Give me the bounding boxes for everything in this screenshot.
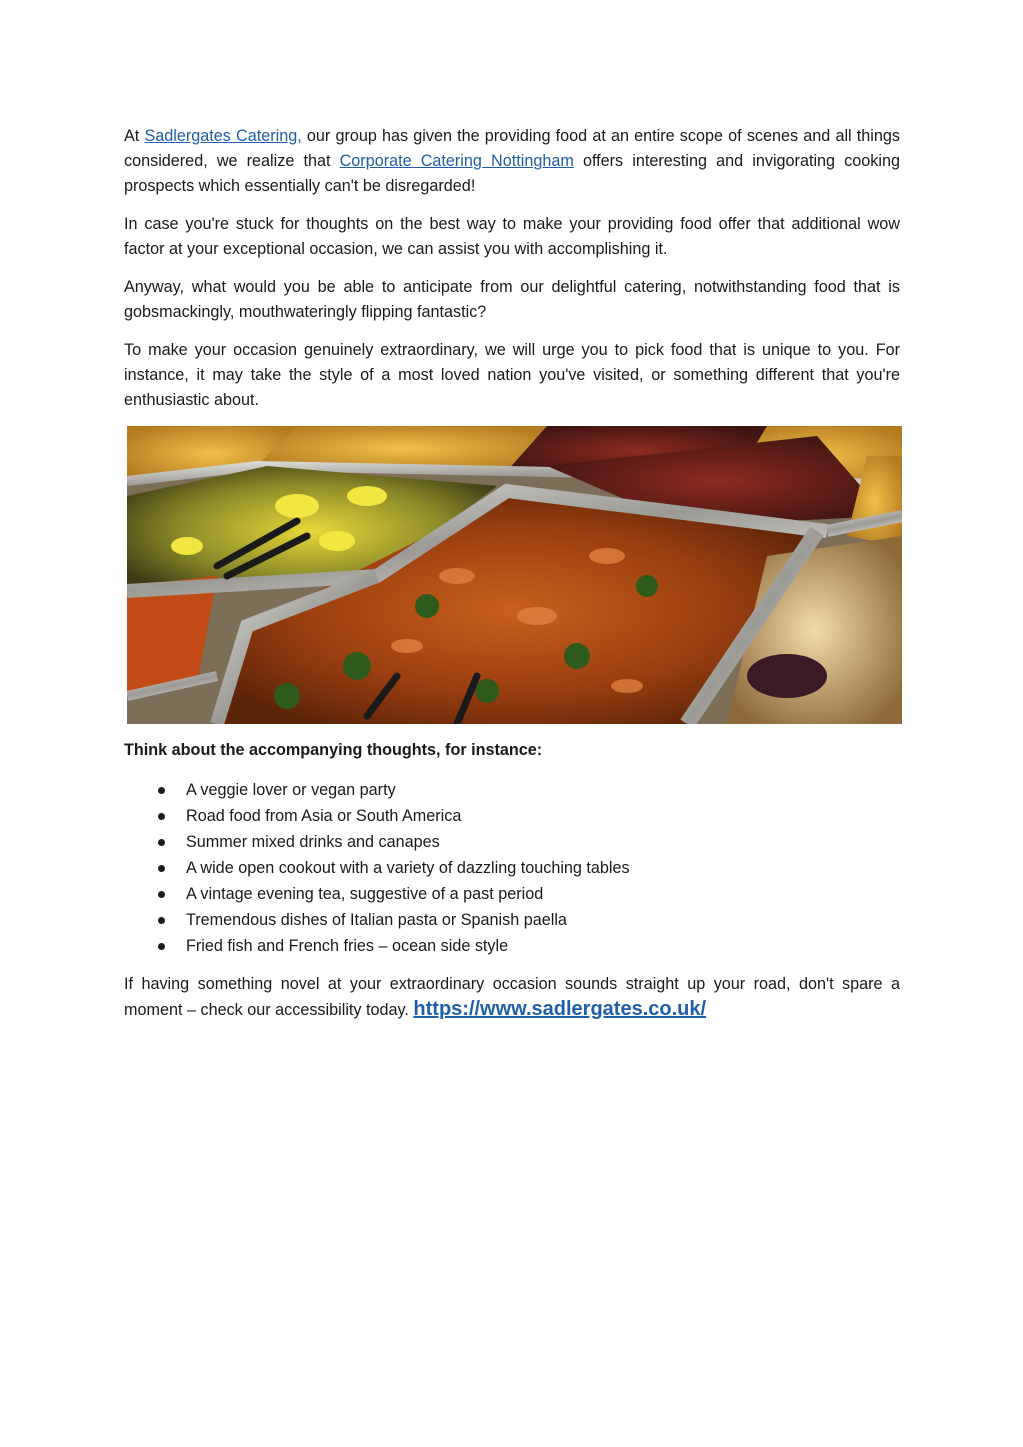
anticipate-paragraph: Anyway, what would you be able to anticipate from our delightful catering, notwithstanding food that is gobsmackingly, mouthwateringly flipping fantastic? — [124, 278, 900, 321]
list-item — [124, 829, 900, 855]
ideas-heading: Think about the accompanying thoughts, for instance: — [124, 741, 543, 759]
list-item — [124, 907, 900, 933]
bullet-icon — [158, 917, 165, 924]
list-item-text: Road food from Asia or South America — [186, 807, 462, 825]
list-item-text: Summer mixed drinks and canapes — [186, 833, 440, 851]
bullet-icon — [158, 839, 165, 846]
unique-food-paragraph: To make your occasion genuinely extraordinary, we will urge you to pick food that is unique to you. For instance, it may take the style of a most loved nation you've visited, or something different that you're enthusiastic about. — [124, 341, 900, 409]
list-item — [124, 777, 900, 803]
intro-text-start: At — [124, 127, 145, 145]
list-item-text: A vintage evening tea, suggestive of a past period — [186, 885, 544, 903]
document-page — [124, 124, 900, 1036]
bullet-icon — [158, 891, 165, 898]
buffet-food-photo — [127, 426, 902, 724]
sadlergates-catering-link[interactable]: Sadlergates Catering, — [144, 127, 302, 145]
bullet-icon — [158, 787, 165, 794]
list-item-text: A wide open cookout with a variety of dazzling touching tables — [186, 859, 630, 877]
list-item-text: Tremendous dishes of Italian pasta or Spanish paella — [186, 911, 567, 929]
closing-text: If having something novel at your extraordinary occasion sounds straight up your road, don't spare a moment – check our accessibility today. — [124, 975, 900, 1019]
intro-paragraph — [124, 124, 900, 199]
bullet-icon — [158, 943, 165, 950]
wow-factor-paragraph: In case you're stuck for thoughts on the best way to make your providing food offer that additional wow factor at your exceptional occasion, we can assist you with accomplishing it. — [124, 215, 900, 258]
corporate-catering-link[interactable]: Corporate Catering Nottingham — [339, 152, 574, 170]
intro-text-middle: our group has given the providing food at an entire scope of scenes and all things considered, we realize that — [124, 127, 901, 170]
list-item — [124, 881, 900, 907]
list-item — [124, 933, 900, 959]
bullet-icon — [158, 865, 165, 872]
closing-paragraph — [124, 972, 900, 1023]
list-item — [124, 803, 900, 829]
bullet-icon — [158, 813, 165, 820]
list-item-text: A veggie lover or vegan party — [186, 781, 396, 799]
list-item — [124, 855, 900, 881]
list-item-text: Fried fish and French fries – ocean side style — [186, 937, 509, 955]
intro-text-end: offers interesting and invigorating cooking prospects which essentially can't be disregarded! — [124, 152, 900, 195]
website-link[interactable]: https://www.sadlergates.co.uk/ — [413, 998, 707, 1020]
ideas-list — [124, 777, 900, 959]
